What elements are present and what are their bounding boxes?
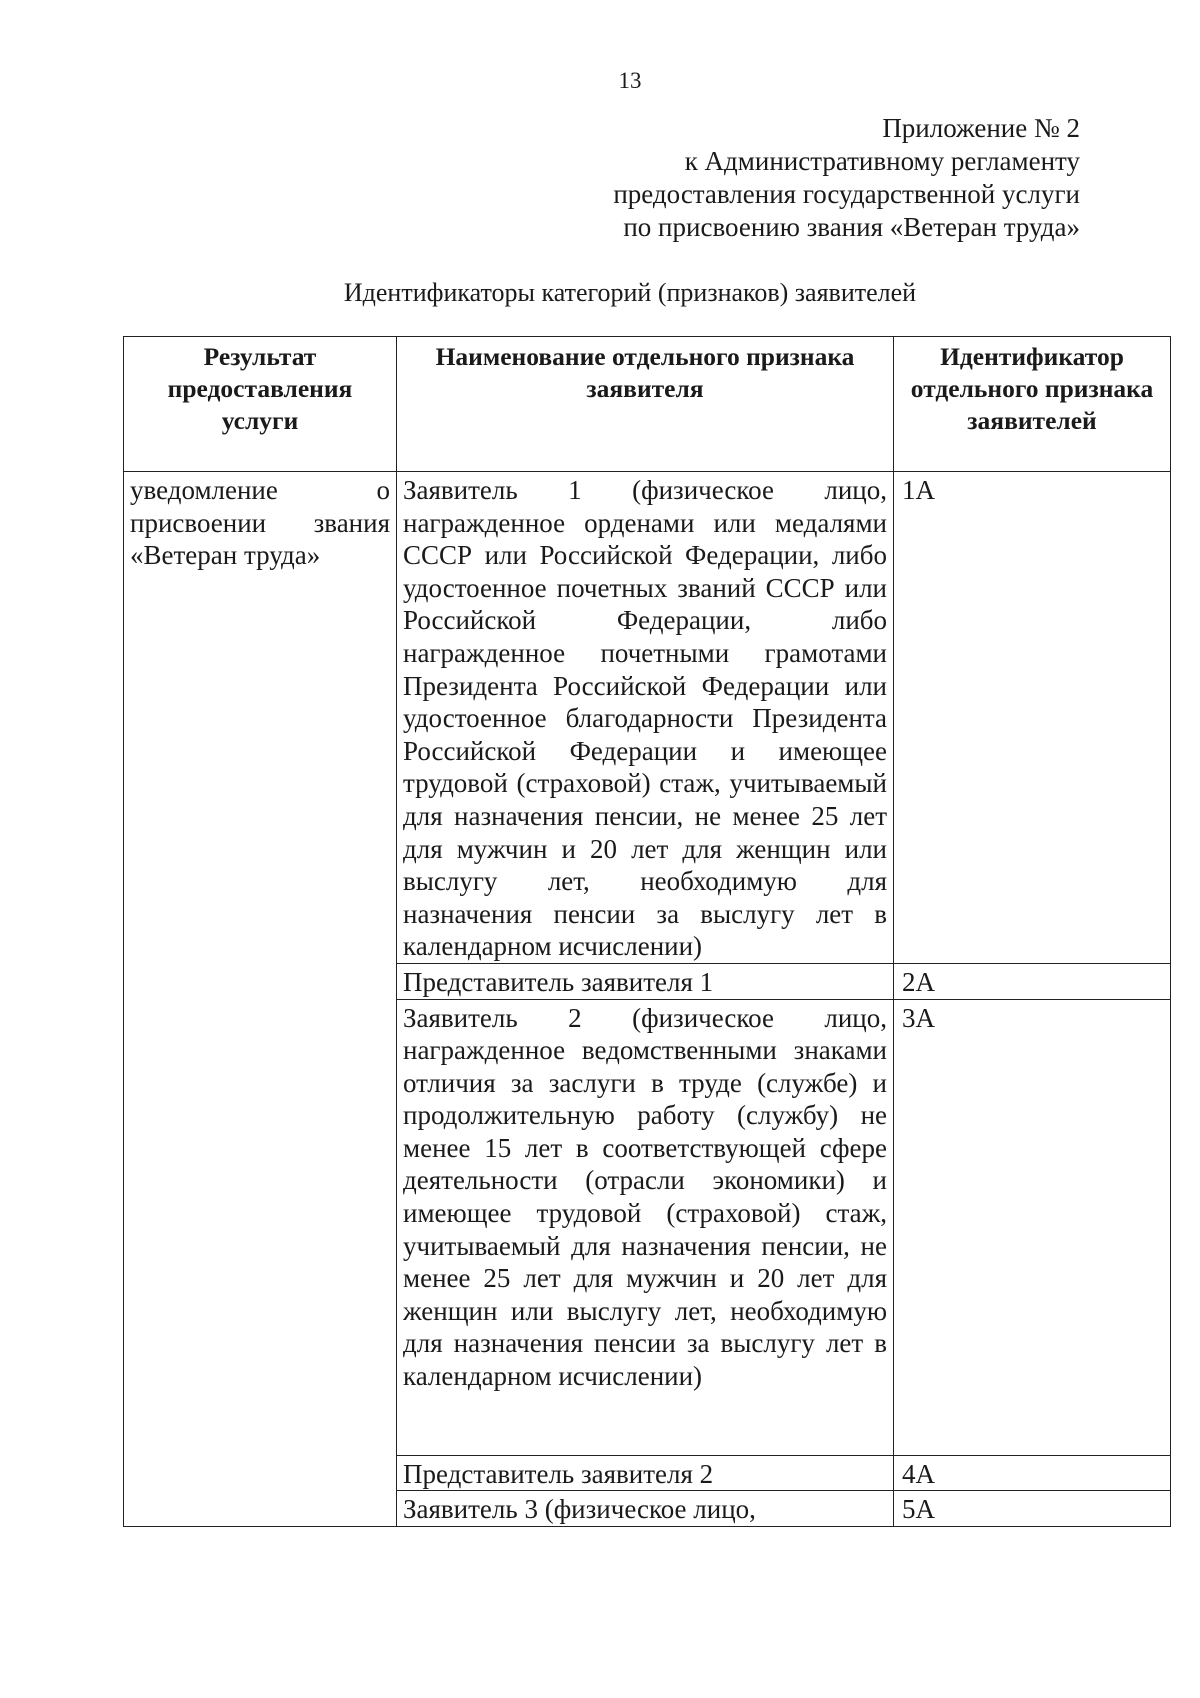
identifiers-table <box>123 336 1171 1527</box>
page-number: 13 <box>618 68 642 93</box>
feature-name-cell: Представитель заявителя 1 <box>397 963 894 999</box>
annex-line: по присвоению звания «Ветеран труда» <box>623 212 1080 242</box>
header-feature-name: Наименование отдельного признака заявителя <box>397 337 894 472</box>
feature-name-cell: Заявитель 1 (физическое лицо, награжденное орденами или медалями СССР или Российской Федерации, либо удостоенное почетных званий СССР или Российской Федерации, либо награжденное почетными грамотами Президента Российской Федерации или удостоенное благодарности Президента Российской Федерации и имеющее трудовой (страховой) стаж, учитываемый для назначения пенсии, не менее 25 лет для мужчин и 20 лет для женщин или выслугу лет, необходимую для назначения пенсии за выслугу лет в календарном исчислении) <box>397 472 894 964</box>
header-identifier: Идентификатор отдельного признака заявителей <box>894 337 1171 472</box>
table-row <box>124 472 1171 964</box>
feature-name-cell <box>397 1491 894 1527</box>
identifier-cell: 5А <box>894 1491 1171 1527</box>
feature-name-cell: Заявитель 2 (физическое лицо, награжденное ведомственными знаками отличия за заслуги в труде (службе) и продолжительную работу (службу) не менее 15 лет в соответствующей сфере деятельности (отрасли экономики) и имеющее трудовой (страховой) стаж, учитываемый для назначения пенсии, не менее 25 лет для мужчин и 20 лет для женщин или выслугу лет, необходимую для назначения пенсии за выслугу лет в календарном исчислении) <box>397 999 894 1455</box>
result-cell <box>124 472 397 1527</box>
annex-line: предоставления государственной услуги <box>613 179 1080 209</box>
identifier-cell: 2А <box>894 963 1171 999</box>
table-header-row <box>124 337 1171 472</box>
identifier-cell: 1А <box>894 472 1171 964</box>
feature-name-cell: Представитель заявителя 2 <box>397 1455 894 1491</box>
annex-header <box>613 112 1080 244</box>
header-result: Результат предоставления услуги <box>124 337 397 472</box>
identifier-cell: 3А <box>894 999 1171 1455</box>
result-text: уведомление о присвоении звания «Ветеран труда» <box>130 475 390 571</box>
document-title: Идентификаторы категорий (признаков) заявителей <box>343 278 917 307</box>
feature-name-text: Заявитель 3 (физическое лицо, <box>403 1494 756 1525</box>
annex-line: к Административному регламенту <box>684 146 1080 176</box>
annex-line: Приложение № 2 <box>882 113 1080 143</box>
identifier-cell: 4А <box>894 1455 1171 1491</box>
